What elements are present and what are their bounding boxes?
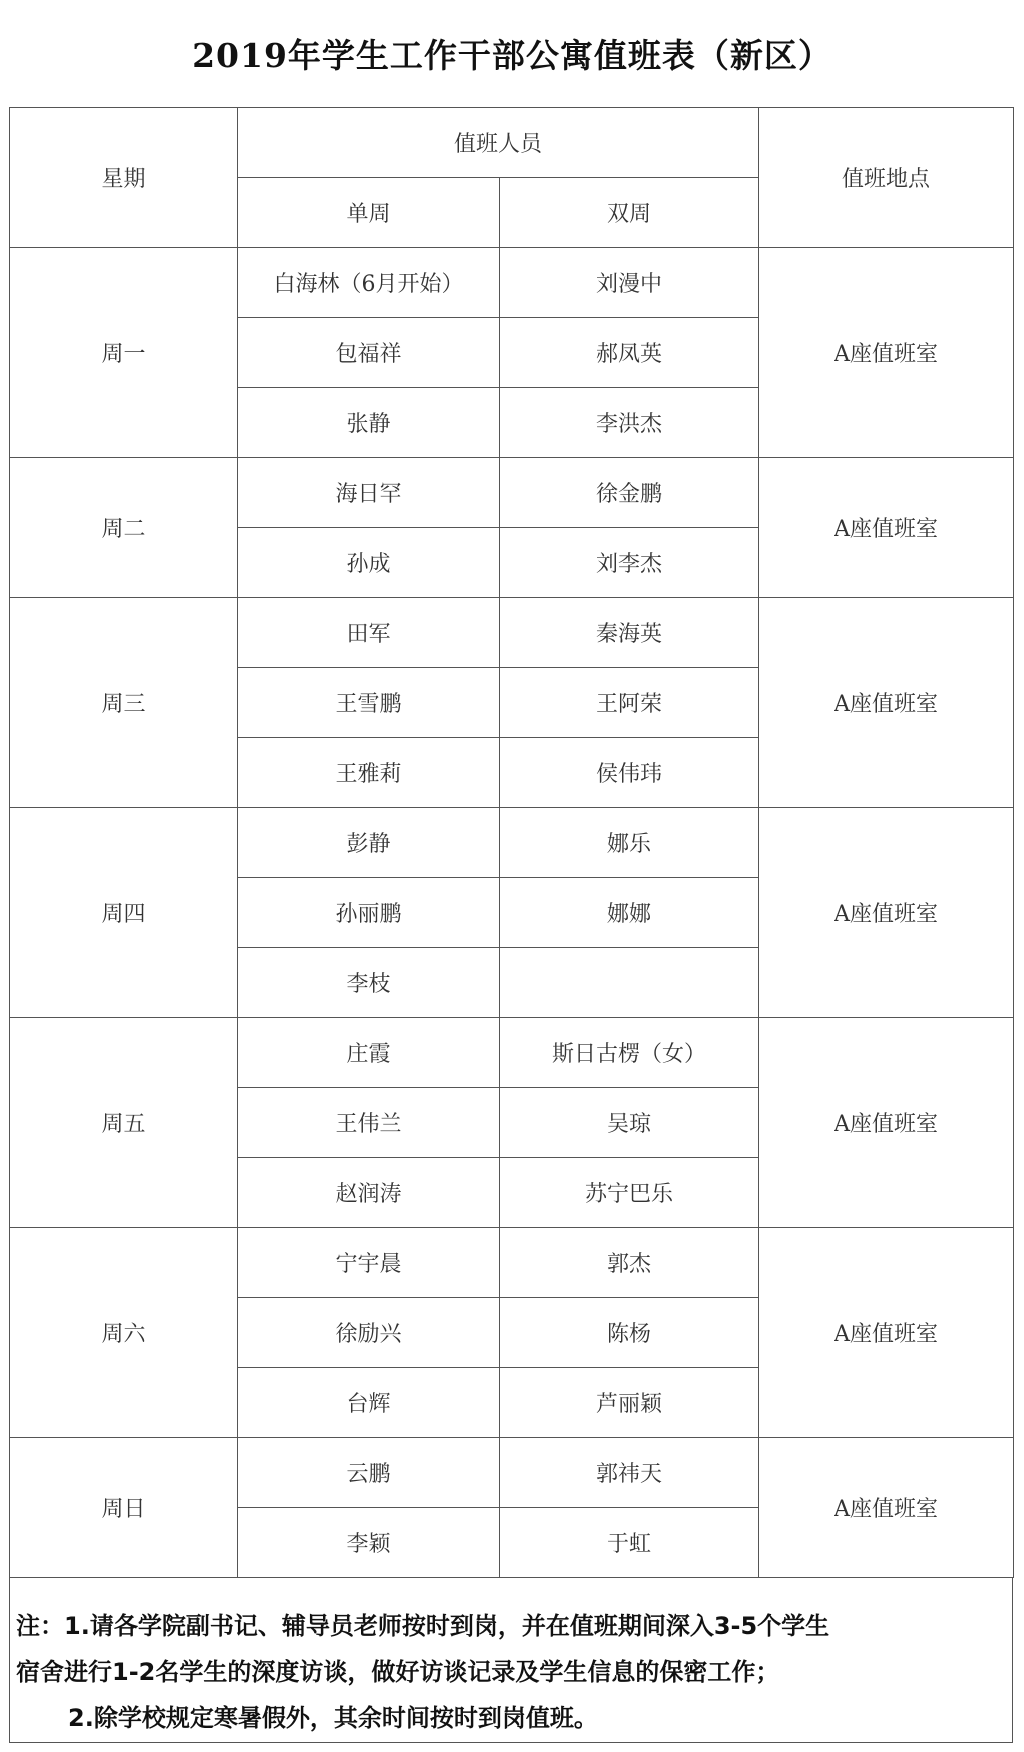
header-weekday: 星期 [10,108,238,248]
single-week-staff-cell: 田军 [238,598,500,668]
weekday-cell: 周六 [10,1228,238,1438]
location-cell: A座值班室 [759,458,1014,598]
table-row [10,598,1014,668]
double-week-staff-cell: 王阿荣 [500,668,759,738]
single-week-staff-cell: 宁宇晨 [238,1228,500,1298]
weekday-cell: 周一 [10,248,238,458]
table-row [10,248,1014,318]
note-line-1: 注：1.请各学院副书记、辅导员老师按时到岗，并在值班期间深入3-5个学生 [16,1612,830,1640]
table-row [10,1438,1014,1508]
single-week-staff-cell: 王雅莉 [238,738,500,808]
table-row [10,458,1014,528]
page-title: 2019年学生工作干部公寓值班表（新区） [192,36,832,75]
location-cell: A座值班室 [759,1228,1014,1438]
double-week-staff-cell: 秦海英 [500,598,759,668]
location-cell: A座值班室 [759,598,1014,808]
header-location: 值班地点 [759,108,1014,248]
double-week-staff-cell: 李洪杰 [500,388,759,458]
single-week-staff-cell: 彭静 [238,808,500,878]
single-week-staff-cell: 徐励兴 [238,1298,500,1368]
weekday-cell: 周四 [10,808,238,1018]
single-week-staff-cell: 李颖 [238,1508,500,1578]
location-cell: A座值班室 [759,248,1014,458]
note-line-2: 宿舍进行1-2名学生的深度访谈，做好访谈记录及学生信息的保密工作； [16,1658,780,1686]
weekday-cell: 周三 [10,598,238,808]
single-week-staff-cell: 赵润涛 [238,1158,500,1228]
duty-schedule-table [9,107,1014,1578]
header-row [10,108,1014,178]
weekday-cell: 周二 [10,458,238,598]
weekday-cell: 周日 [10,1438,238,1578]
double-week-staff-cell: 郭祎天 [500,1438,759,1508]
double-week-staff-cell: 郝凤英 [500,318,759,388]
note-line-3: 2.除学校规定寒暑假外，其余时间按时到岗值班。 [68,1704,598,1732]
location-cell: A座值班室 [759,1018,1014,1228]
single-week-staff-cell: 王伟兰 [238,1088,500,1158]
double-week-staff-cell [500,948,759,1018]
location-cell: A座值班室 [759,1438,1014,1578]
double-week-staff-cell: 苏宁巴乐 [500,1158,759,1228]
notes-box [9,1577,1013,1743]
single-week-staff-cell: 包福祥 [238,318,500,388]
double-week-staff-cell: 刘李杰 [500,528,759,598]
single-week-staff-cell: 李枝 [238,948,500,1018]
double-week-staff-cell: 郭杰 [500,1228,759,1298]
double-week-staff-cell: 芦丽颖 [500,1368,759,1438]
single-week-staff-cell: 庄霞 [238,1018,500,1088]
double-week-staff-cell: 斯日古楞（女） [500,1018,759,1088]
weekday-cell: 周五 [10,1018,238,1228]
single-week-staff-cell: 孙丽鹏 [238,878,500,948]
location-cell: A座值班室 [759,808,1014,1018]
single-week-staff-cell: 王雪鹏 [238,668,500,738]
single-week-staff-cell: 台辉 [238,1368,500,1438]
double-week-staff-cell: 娜娜 [500,878,759,948]
single-week-staff-cell: 张静 [238,388,500,458]
single-week-staff-cell: 海日罕 [238,458,500,528]
single-week-staff-cell: 云鹏 [238,1438,500,1508]
header-staff: 值班人员 [238,108,759,178]
table-row [10,1228,1014,1298]
double-week-staff-cell: 侯伟玮 [500,738,759,808]
table-row [10,808,1014,878]
header-single-week: 单周 [238,178,500,248]
double-week-staff-cell: 于虹 [500,1508,759,1578]
double-week-staff-cell: 娜乐 [500,808,759,878]
double-week-staff-cell: 吴琼 [500,1088,759,1158]
double-week-staff-cell: 徐金鹏 [500,458,759,528]
double-week-staff-cell: 陈杨 [500,1298,759,1368]
header-double-week: 双周 [500,178,759,248]
table-row [10,1018,1014,1088]
single-week-staff-cell: 白海林（6月开始） [238,248,500,318]
double-week-staff-cell: 刘漫中 [500,248,759,318]
single-week-staff-cell: 孙成 [238,528,500,598]
